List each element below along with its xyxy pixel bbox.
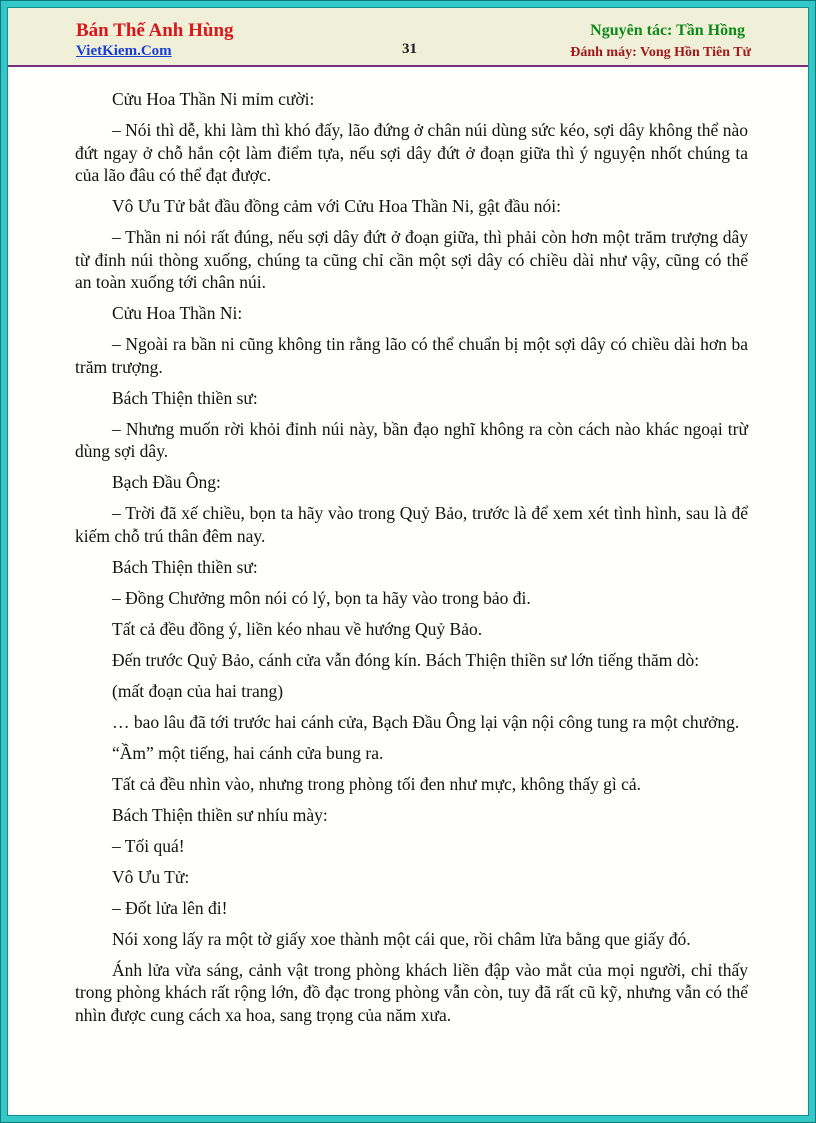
body-text [75, 88, 748, 1035]
paragraph: Ánh lửa vừa sáng, cảnh vật trong phòng khách liền đập vào mắt của mọi người, chỉ thấy trong phòng khách rất rộng lớn, đồ đạc trong phòng vẫn còn, tuy đã rất cũ kỹ, nhưng vẫn có thể nhìn được cung cách xa hoa, sang trọng của năm xưa. [75, 959, 748, 1025]
paragraph: – Ngoài ra bần ni cũng không tin rằng lão có thể chuẩn bị một sợi dây có chiều dài hơn ba trăm trượng. [75, 334, 748, 377]
paragraph: Tất cả đều đồng ý, liền kéo nhau về hướng Quỷ Bảo. [112, 618, 483, 639]
author-credit: Nguyên tác: Tần Hồng [590, 22, 745, 39]
paragraph: Tất cả đều nhìn vào, nhưng trong phòng tối đen như mực, không thấy gì cả. [112, 773, 642, 794]
paragraph: Đến trước Quỷ Bảo, cánh cửa vẫn đóng kín. Bách Thiện thiền sư lớn tiếng thăm dò: [112, 649, 700, 670]
paragraph: Bách Thiện thiền sư: [112, 387, 258, 408]
paragraph: Vô Ưu Tử bắt đầu đồng cảm với Cửu Hoa Thần Ni, gật đầu nói: [112, 196, 561, 216]
paragraph: “Ầm” một tiếng, hai cánh cửa bung ra. [112, 742, 384, 763]
paragraph: Nói xong lấy ra một tờ giấy xoe thành một cái que, rồi châm lửa bằng que giấy đó. [112, 928, 691, 949]
paragraph: … bao lâu đã tới trước hai cánh cửa, Bạch Đầu Ông lại vận nội công tung ra một chưởng. [112, 711, 740, 732]
paragraph: Cửu Hoa Thần Ni: [112, 303, 243, 323]
paragraph: – Trời đã xế chiều, bọn ta hãy vào trong Quỷ Bảo, trước là để xem xét tình hình, sau là để kiếm chỗ trú thân đêm nay. [75, 503, 748, 546]
paragraph: – Nhưng muốn rời khỏi đỉnh núi này, bần đạo nghĩ không ra còn cách nào khác ngoại trừ dùng sợi dây. [75, 418, 748, 461]
book-title: Bán Thế Anh Hùng [76, 20, 234, 41]
paragraph: Bạch Đầu Ông: [112, 472, 221, 492]
paragraph: Bách Thiện thiền sư: [112, 556, 258, 577]
site-link[interactable]: VietKiem.Com [76, 43, 172, 59]
paragraph: Vô Ưu Tử: [112, 866, 190, 887]
paragraph: – Đồng Chưởng môn nói có lý, bọn ta hãy vào trong bảo đi. [112, 587, 531, 608]
paragraph: Bách Thiện thiền sư nhíu mày: [112, 804, 328, 825]
typist-credit: Đánh máy: Vong Hồn Tiên Tử [570, 45, 751, 60]
page-header [8, 8, 808, 67]
paragraph: Cửu Hoa Thần Ni mỉm cười: [112, 89, 315, 109]
paragraph: – Đốt lửa lên đi! [112, 897, 228, 918]
paragraph: – Thần ni nói rất đúng, nếu sợi dây đứt ở đoạn giữa, thì phải còn hơn một trăm trượng dây từ đỉnh núi thòng xuống, chúng ta cũng chỉ cần một sợi dây có chiều dài như vậy, cũng có thể an toàn xuống tới chân núi. [75, 227, 748, 292]
page-number: 31 [402, 41, 417, 57]
paragraph: – Nói thì dễ, khi làm thì khó đấy, lão đứng ở chân núi dùng sức kéo, sợi dây không thể nào đứt ngay ở chỗ hắn cột làm điểm tựa, nếu sợi dây đứt ở đoạn giữa thì ý nguyện nhốt chúng ta của lão đâu có thể đạt được. [75, 120, 748, 185]
paragraph: – Tối quá! [112, 835, 185, 856]
paragraph: (mất đoạn của hai trang) [112, 680, 284, 701]
